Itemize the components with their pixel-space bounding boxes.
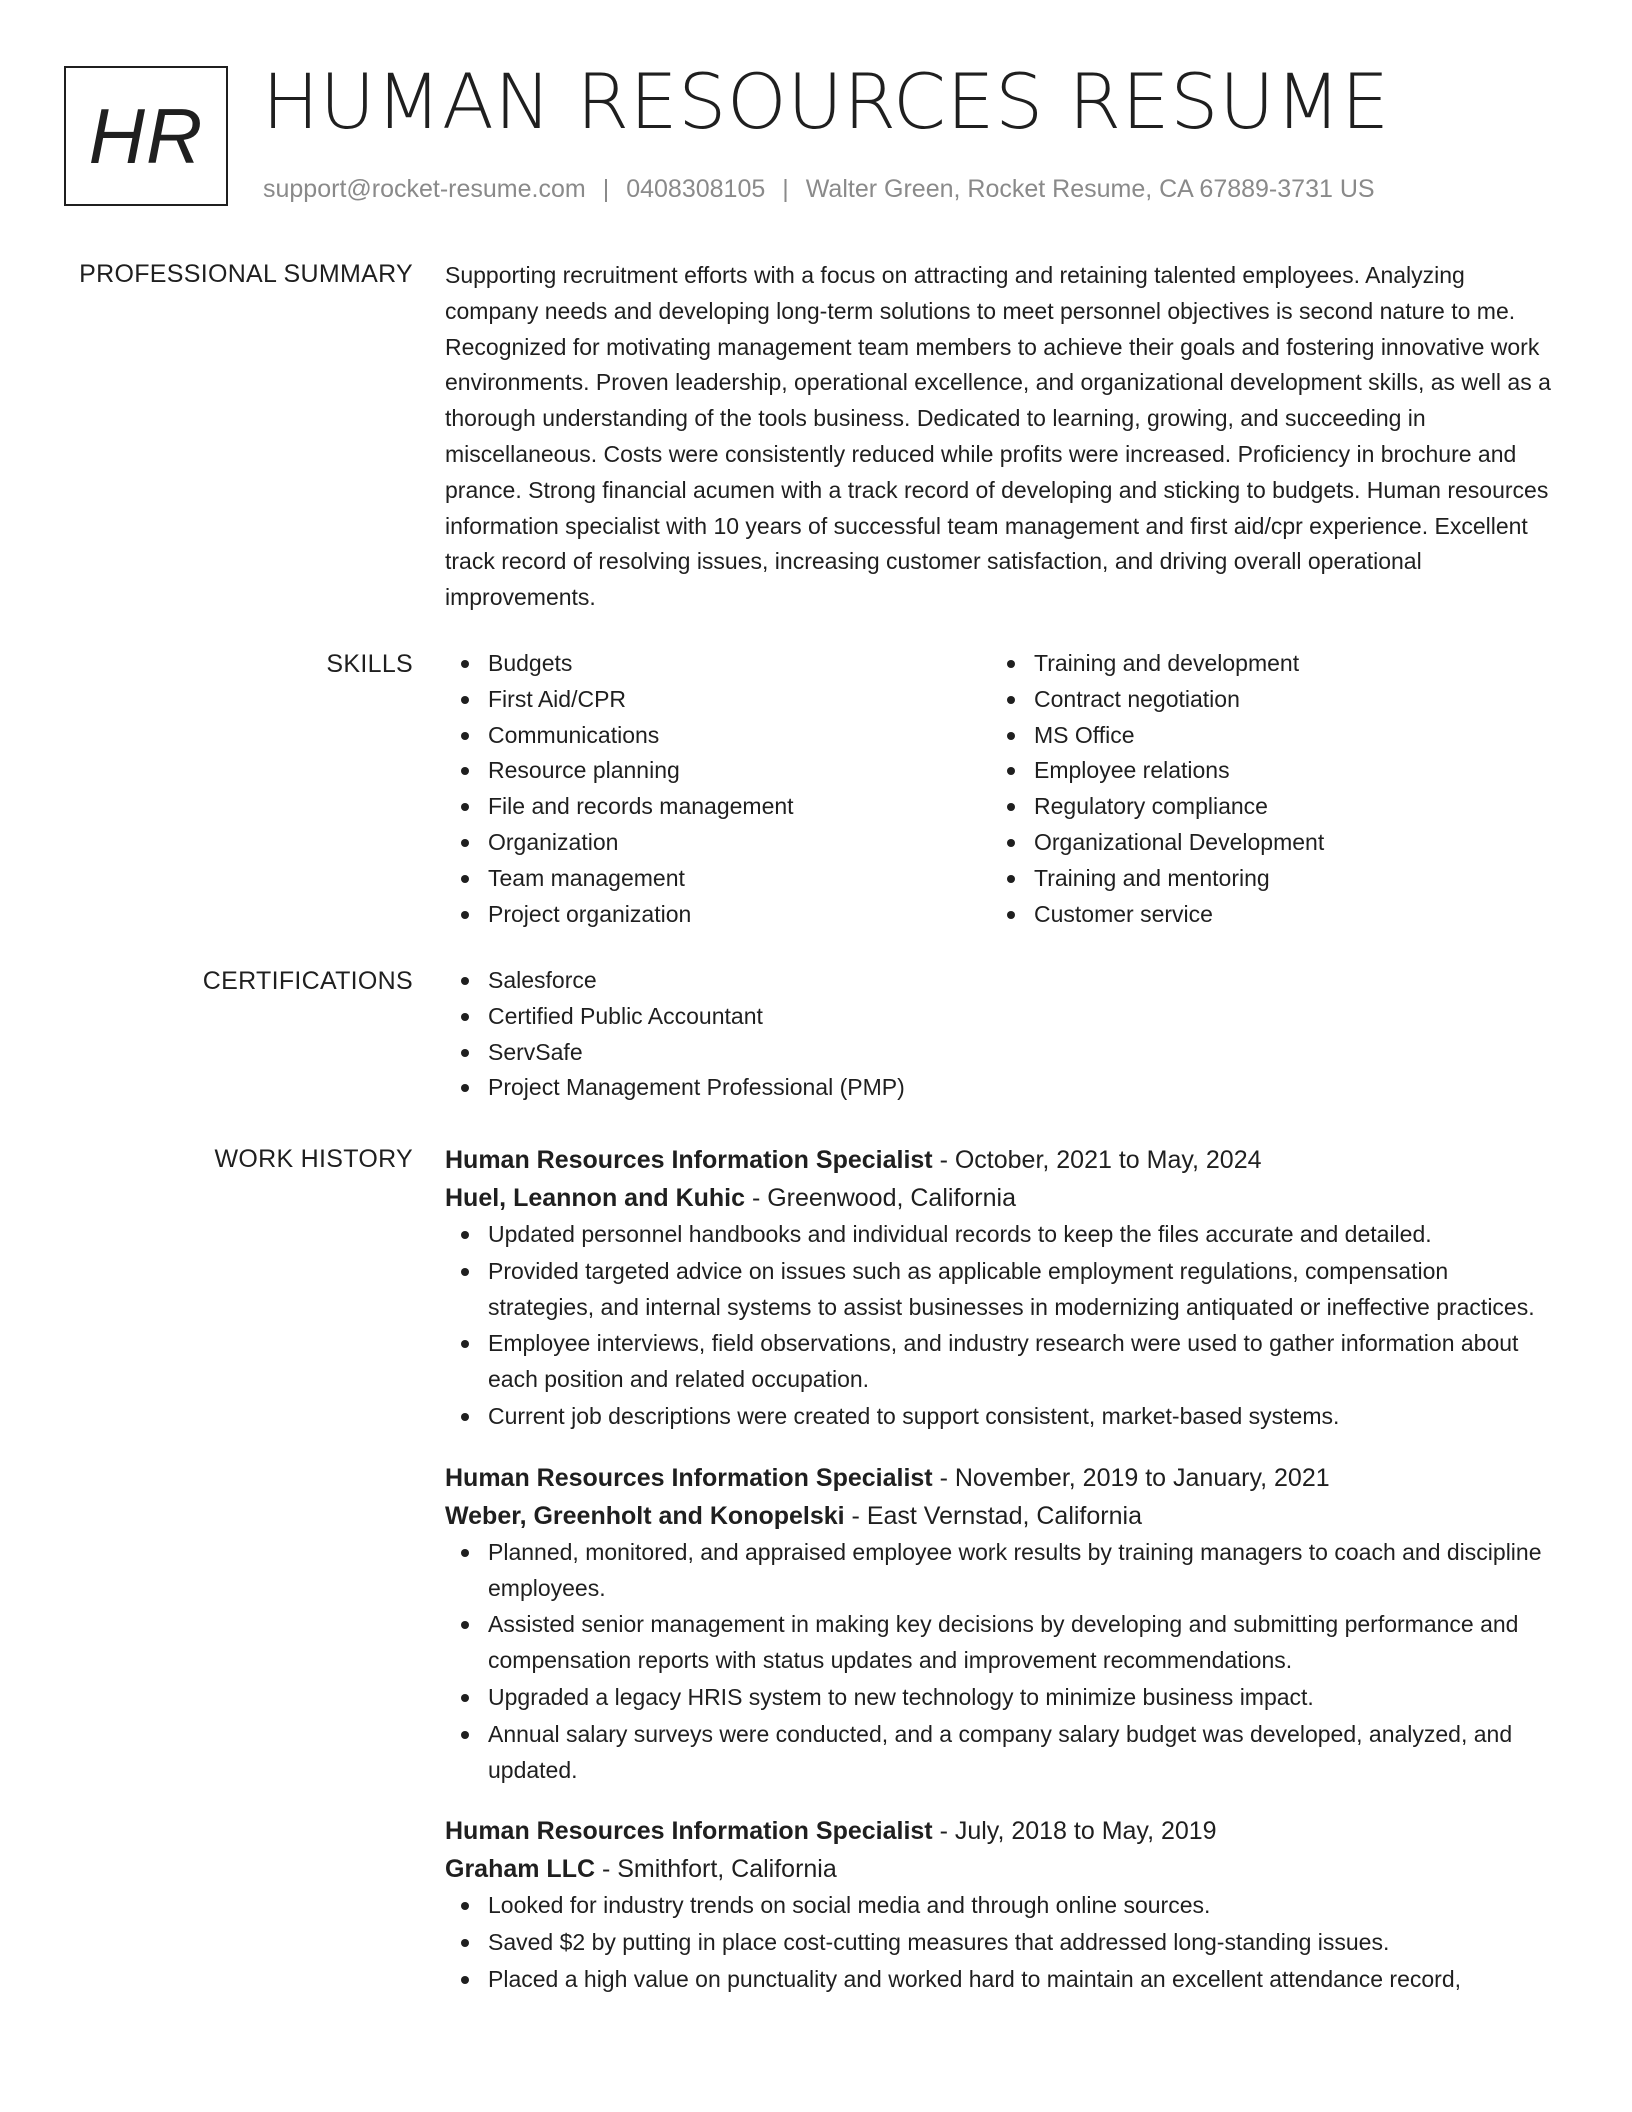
- job-bullet: Placed a high value on punctuality and worked hard to maintain an excellent attendance record,: [445, 1962, 1560, 1998]
- job-dates: - July, 2018 to May, 2019: [932, 1817, 1217, 1846]
- skills-column-right: [991, 646, 1537, 932]
- skill-item: File and records management: [445, 789, 991, 825]
- contact-line: [263, 172, 1375, 206]
- skill-item: Employee relations: [991, 753, 1537, 789]
- job-company: Weber, Greenholt and Konopelski: [445, 1501, 845, 1530]
- contact-separator: |: [602, 175, 610, 203]
- section-label-summary: PROFESSIONAL SUMMARY: [79, 260, 413, 288]
- section-label-skills: SKILLS: [326, 650, 413, 678]
- skills-body: [445, 646, 1560, 932]
- monogram-box: [64, 66, 228, 206]
- skill-item: Training and development: [991, 646, 1537, 682]
- job-dates: - November, 2019 to January, 2021: [932, 1463, 1330, 1492]
- skill-item: Organization: [445, 825, 991, 861]
- job-title-line: [445, 1459, 1560, 1497]
- skill-item: MS Office: [991, 718, 1537, 754]
- job-bullet: Current job descriptions were created to support consistent, market-based systems.: [445, 1399, 1560, 1435]
- job-bullets: [445, 1217, 1560, 1435]
- certification-item: Project Management Professional (PMP): [445, 1070, 1560, 1106]
- job-title-line: [445, 1812, 1560, 1850]
- job-dates: - October, 2021 to May, 2024: [932, 1146, 1262, 1174]
- certifications-body: [445, 963, 1560, 1106]
- skills-grid: [445, 646, 1560, 932]
- monogram-text: HR: [88, 91, 204, 180]
- contact-email: support@rocket-resume.com: [263, 175, 586, 203]
- skill-item: Customer service: [991, 897, 1537, 933]
- job-company: Huel, Leannon and Kuhic: [445, 1184, 746, 1212]
- job-title: Human Resources Information Specialist: [445, 1817, 933, 1846]
- job-bullets: [445, 1888, 1560, 1997]
- job-entry: [445, 1812, 1560, 1997]
- skills-list-left: [445, 646, 991, 932]
- job-bullet: Looked for industry trends on social media and through online sources.: [445, 1888, 1560, 1924]
- job-bullet: Provided targeted advice on issues such as applicable employment regulations, compensation strategies, and internal systems to assist businesses in modernizing antiquated or ineffective practices.: [445, 1254, 1560, 1326]
- job-title: Human Resources Information Specialist: [445, 1463, 933, 1492]
- job-location: - Greenwood, California: [745, 1184, 1016, 1212]
- certification-item: Certified Public Accountant: [445, 999, 1560, 1035]
- job-entry: [445, 1141, 1560, 1435]
- skill-item: Budgets: [445, 646, 991, 682]
- job-bullet: Upgraded a legacy HRIS system to new technology to minimize business impact.: [445, 1680, 1560, 1716]
- certification-item: Salesforce: [445, 963, 1560, 999]
- job-bullet: Saved $2 by putting in place cost-cutting measures that addressed long-standing issues.: [445, 1925, 1560, 1961]
- job-bullet: Planned, monitored, and appraised employee work results by training managers to coach and discipline employees.: [445, 1535, 1560, 1607]
- job-location: - East Vernstad, California: [844, 1501, 1142, 1530]
- job-bullet: Annual salary surveys were conducted, and a company salary budget was developed, analyzed, and updated.: [445, 1717, 1560, 1789]
- skill-item: Resource planning: [445, 753, 991, 789]
- skill-item: First Aid/CPR: [445, 682, 991, 718]
- skill-item: Regulatory compliance: [991, 789, 1537, 825]
- skill-item: Contract negotiation: [991, 682, 1537, 718]
- job-entry: [445, 1459, 1560, 1789]
- contact-separator: |: [782, 175, 789, 203]
- certification-item: ServSafe: [445, 1035, 1560, 1071]
- job-location: - Smithfort, California: [595, 1855, 837, 1884]
- job-title: Human Resources Information Specialist: [445, 1146, 933, 1174]
- job-bullet: Updated personnel handbooks and individual records to keep the files accurate and detailed.: [445, 1217, 1560, 1253]
- job-title-line: [445, 1141, 1560, 1179]
- contact-phone: 0408308105: [626, 175, 766, 203]
- skill-item: Team management: [445, 861, 991, 897]
- summary-text: Supporting recruitment efforts with a focus on attracting and retaining talented employees. Analyzing company needs and developing long-term solutions to meet personnel objectives is second nature to me. Recognized for motivating management team members to achieve their goals and fostering innovative work environments. Proven leadership, operational excellence, and organizational development skills, as well as a thorough understanding of the tools business. Dedicated to learning, growing, and succeeding in miscellaneous. Costs were consistently reduced while profits were increased. Proficiency in brochure and prance. Strong financial acumen with a track record of developing and sticking to budgets. Human resources information specialist with 10 years of successful team management and first aid/cpr experience. Excellent track record of resolving issues, increasing customer satisfaction, and driving overall operational improvements.: [445, 262, 1551, 611]
- job-bullets: [445, 1535, 1560, 1789]
- section-label-work-history: WORK HISTORY: [214, 1145, 413, 1173]
- skills-column-left: [445, 646, 991, 932]
- work-history-body: [445, 1141, 1560, 2022]
- summary-body: [445, 258, 1560, 616]
- job-company-line: [445, 1850, 1560, 1888]
- job-bullet: Employee interviews, field observations, and industry research were used to gather information about each position and related occupation.: [445, 1326, 1560, 1398]
- skill-item: Training and mentoring: [991, 861, 1537, 897]
- job-company-line: [445, 1497, 1560, 1535]
- job-company: Graham LLC: [445, 1855, 596, 1884]
- skill-item: Project organization: [445, 897, 991, 933]
- skill-item: Communications: [445, 718, 991, 754]
- contact-address: Walter Green, Rocket Resume, CA 67889-3731 US: [805, 175, 1375, 203]
- resume-title: HUMAN RESOURCES RESUME: [262, 57, 1390, 146]
- skill-item: Organizational Development: [991, 825, 1537, 861]
- job-bullet: Assisted senior management in making key decisions by developing and submitting performance and compensation reports with status updates and improvement recommendations.: [445, 1607, 1560, 1679]
- job-company-line: [445, 1179, 1560, 1217]
- skills-list-right: [991, 646, 1537, 932]
- section-label-certifications: CERTIFICATIONS: [202, 967, 413, 995]
- certifications-list: [445, 963, 1560, 1106]
